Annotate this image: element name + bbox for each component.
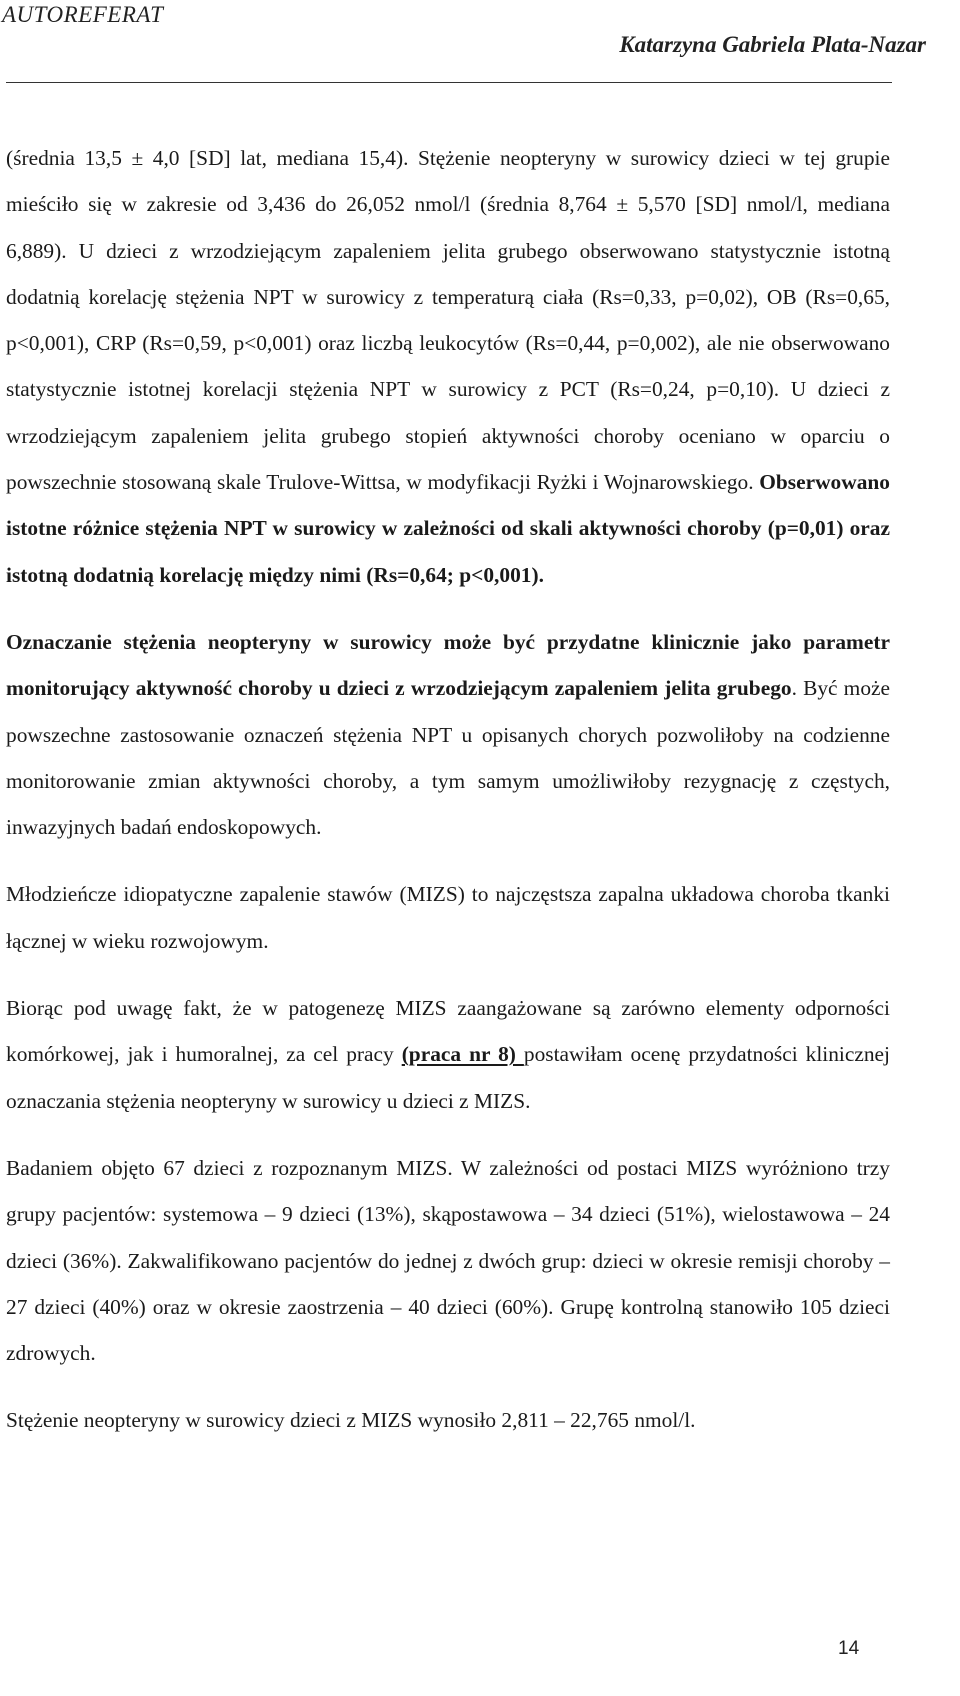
- paragraph-2-text: . Być może powszechne zastosowanie oznaczeń stężenia NPT u opisanych chorych pozwoliłoby na codzienne monitorowanie zmian aktywności choroby, a tym samym umożliwiłoby rezygnację z częstych, inwazyjnych badań endoskopowych.: [6, 676, 891, 840]
- document-type-label: AUTOREFERAT: [2, 2, 164, 27]
- document-body: [6, 135, 890, 1444]
- paragraph-4: [6, 985, 890, 1124]
- paragraph-1-text: (średnia 13,5 ± 4,0 [SD] lat, mediana 15,4). Stężenie neopteryny w surowicy dzieci w tej grupie mieściło się w zakresie od 3,436 do 26,052 nmol/l (średnia 8,764 ± 5,570 [SD] nmol/l, mediana 6,889). U dzieci z wrzodziejącym zapaleniem jelita grubego obserwowano statystycznie istotną dodatnią korelację stężenia NPT w surowicy z temperaturą ciała (Rs=0,33, p=0,02), OB (Rs=0,65, p<0,001), CRP (Rs=0,59, p<0,001) oraz liczbą leukocytów (Rs=0,44, p=0,002), ale nie obserwowano statystycznie istotnej korelacji stężenia NPT w surowicy z PCT (Rs=0,24, p=0,10). U dzieci z wrzodziejącym zapaleniem jelita grubego stopień aktywności choroby oceniano w oparciu o powszechnie stosowaną skale Trulove-Wittsa, w modyfikacji Ryżki i Wojnarowskiego.: [6, 146, 890, 495]
- paragraph-1-bold-text: Obserwowano istotne różnice stężenia NPT w surowicy w zależności od skali aktywności choroby (p=0,01) oraz istotną dodatnią korelację między nimi (Rs=0,64; p<0,001).: [6, 470, 890, 587]
- paragraph-5: Badaniem objęto 67 dzieci z rozpoznanym MIZS. W zależności od postaci MIZS wyróżniono trzy grupy pacjentów: systemowa – 9 dzieci (13%), skąpostawowa – 34 dzieci (51%), wielostawowa – 24 dzieci (36%). Zakwalifikowano pacjentów do jednej z dwóch grup: dzieci w okresie remisji choroby – 27 dzieci (40%) oraz w okresie zaostrzenia – 40 dzieci (60%). Grupę kontrolną stanowiło 105 dzieci zdrowych.: [6, 1155, 890, 1366]
- author-name: Katarzyna Gabriela Plata-Nazar: [619, 32, 926, 57]
- paragraph-6: Stężenie neopteryny w surowicy dzieci z MIZS wynosiło 2,811 – 22,765 nmol/l.: [6, 1408, 696, 1433]
- paragraph-3: Młodzieńcze idiopatyczne zapalenie stawów (MIZS) to najczęstsza zapalna układowa choroba tkanki łącznej w wieku rozwojowym.: [6, 882, 890, 953]
- paragraph-1: [6, 135, 890, 598]
- paragraph-4-text-end: postawiłam ocenę przydatności klinicznej oznaczania stężenia neopteryny w surowicy u dzieci z MIZS.: [6, 1042, 890, 1113]
- paper-reference: (praca nr 8): [401, 1042, 524, 1067]
- page-number: 14: [838, 1638, 860, 1659]
- paragraph-2: [6, 619, 890, 850]
- page-header: [0, 0, 960, 88]
- paragraph-2-bold-text: Oznaczanie stężenia neopteryny w surowicy może być przydatne klinicznie jako parametr monitorujący aktywność choroby u dzieci z wrzodziejącym zapaleniem jelita grubego: [6, 629, 890, 701]
- paragraph-4-text: Biorąc pod uwagę fakt, że w patogenezę MIZS zaangażowane są zarówno elementy odporności komórkowej, jak i humoralnej, za cel pracy: [6, 996, 890, 1067]
- header-divider: [6, 82, 892, 83]
